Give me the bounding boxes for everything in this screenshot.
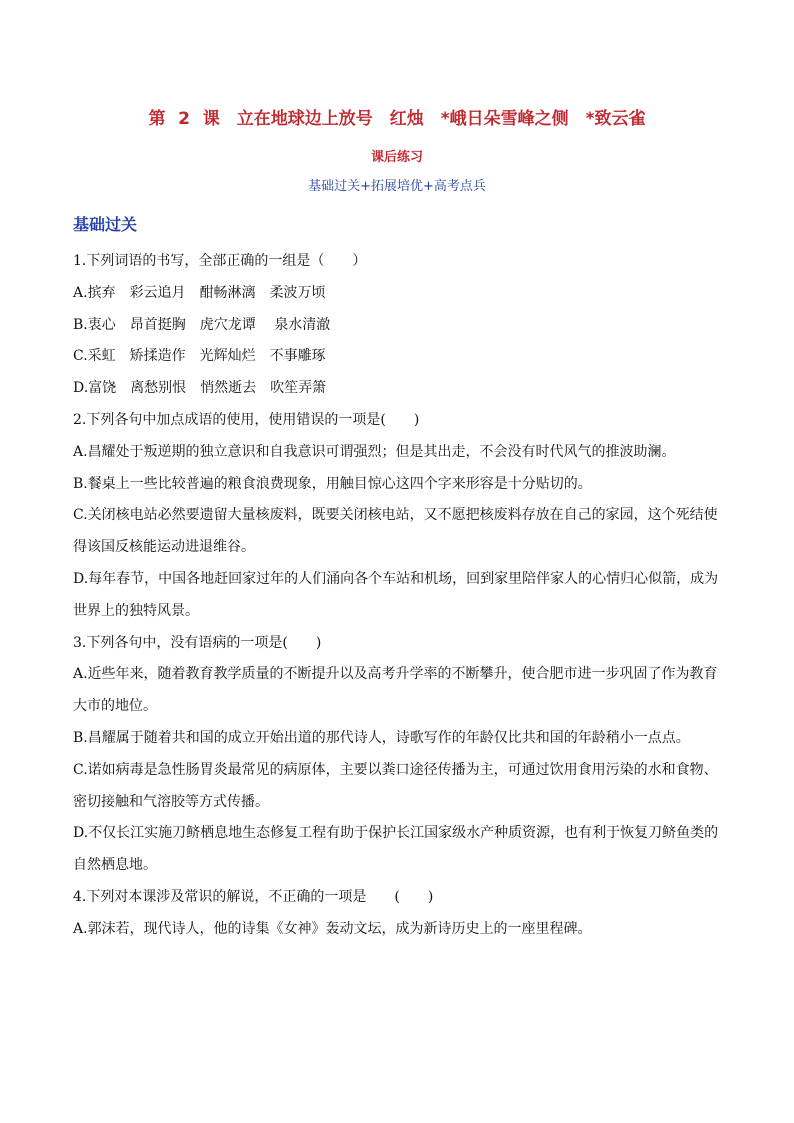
option-word: 虎穴龙谭 [199, 316, 256, 333]
option-item [73, 278, 723, 310]
option-item [73, 755, 723, 819]
option-word: 光辉灿烂 [199, 348, 256, 365]
option-item [73, 310, 723, 342]
option-label: B. [73, 475, 88, 492]
option-word: 衷心 [87, 316, 116, 333]
option-label: A. [73, 284, 88, 301]
option-word: 富饶 [88, 380, 117, 397]
option-text: 昌耀属于随着共和国的成立开始出道的那代诗人，诗歌写作的年龄仅比共和国的年龄稍小一点点。 [87, 729, 690, 746]
option-text: 郭沫若，现代诗人，他的诗集《女神》轰动文坛，成为新诗历史上的一座里程碑。 [87, 920, 592, 937]
option-label: D. [73, 825, 89, 842]
lesson-title: 第 2 课 立在地球边上放号 红烛 *峨日朵雪峰之侧 *致云雀 [148, 109, 646, 129]
question-stem: 3.下列各句中，没有语病的一项是( ) [73, 634, 322, 651]
option-word: 采虹 [87, 348, 116, 365]
option-word: 摈弃 [87, 284, 116, 301]
question-list [73, 246, 723, 946]
option-word: 不事雕琢 [269, 348, 326, 365]
section-heading: 基础过关 [73, 215, 138, 234]
option-word: 酣畅淋漓 [199, 284, 256, 301]
option-label: B. [73, 729, 88, 746]
option-item [73, 723, 723, 755]
option-text: 每年春节，中国各地赶回家过年的人们涌向各个车站和机场，回到家里陪伴家人的心情归心似箭，成为世界上的独特风景。 [73, 570, 719, 619]
option-word: 昂首挺胸 [129, 316, 186, 333]
exercise-tagline: 基础过关+拓展培优+高考点兵 [308, 179, 486, 194]
option-item [73, 469, 723, 501]
option-word: 吹笙弄箫 [270, 380, 327, 397]
option-label: C. [73, 348, 88, 365]
option-text: 关闭核电站必然要遗留大量核废料，既要关闭核电站，又不愿把核废料存放在自己的家园，这个死结使得该国反核能运动进退维谷。 [73, 507, 718, 556]
option-label: B. [73, 316, 88, 333]
option-item [73, 818, 723, 882]
option-text: 餐桌上一些比较普遍的粮食浪费现象，用触目惊心这四个字来形容是十分贴切的。 [87, 475, 592, 492]
option-word: 矫揉造作 [129, 348, 186, 365]
option-text: 不仅长江实施刀鲚栖息地生态修复工程有助于保护长江国家级水产种质资源，也有利于恢复刀鲚鱼类的自然栖息地。 [73, 825, 719, 874]
option-item [73, 659, 723, 723]
option-label: A. [73, 920, 88, 937]
option-word: 离愁别恨 [130, 380, 187, 397]
option-label: D. [73, 570, 89, 587]
question-stem: 2.下列各句中加点成语的使用，使用错误的一项是( ) [73, 411, 420, 428]
option-label: C. [73, 761, 88, 778]
option-word: 彩云追月 [129, 284, 186, 301]
option-item [73, 914, 723, 946]
option-item [73, 500, 723, 564]
option-word: 柔波万顷 [269, 284, 326, 301]
option-item [73, 373, 723, 405]
option-word: 悄然逝去 [200, 380, 257, 397]
option-label: D. [73, 380, 89, 397]
option-item [73, 437, 723, 469]
option-label: A. [73, 443, 88, 460]
option-text: 诺如病毒是急性肠胃炎最常见的病原体，主要以粪口途径传播为主，可通过饮用食用污染的水和食物、密切接触和气溶胶等方式传播。 [73, 761, 718, 810]
option-text: 近些年来，随着教育教学质量的不断提升以及高考升学率的不断攀升，使合肥市进一步巩固了作为教育大市的地位。 [73, 666, 718, 715]
question-stem: 4.下列对本课涉及常识的解说，不正确的一项是 ( ) [73, 888, 434, 905]
option-text: 昌耀处于叛逆期的独立意识和自我意识可谓强烈；但是其出走，不会没有时代风气的推波助澜。 [87, 443, 676, 460]
question-stem: 1.下列词语的书写，全部正确的一组是（ ） [73, 253, 367, 269]
option-item [73, 341, 723, 373]
option-label: C. [73, 507, 88, 524]
option-label: A. [73, 666, 88, 683]
option-word: 泉水清澈 [269, 316, 331, 333]
option-item [73, 564, 723, 628]
exercise-subtitle: 课后练习 [370, 150, 423, 165]
